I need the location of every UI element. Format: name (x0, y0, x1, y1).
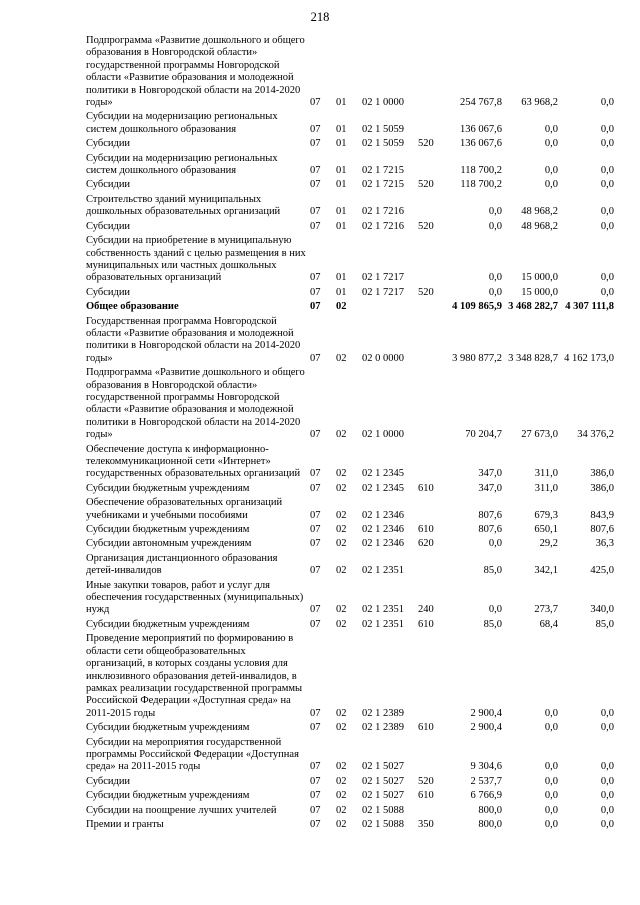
table-row (86, 720, 614, 734)
row-value-2: 0,0 (544, 761, 558, 773)
row-section-code: 07 (310, 524, 321, 536)
row-value-1: 0,0 (488, 206, 502, 218)
row-value-3: 0,0 (600, 97, 614, 109)
row-value-2: 27 673,0 (521, 429, 558, 441)
row-section-code: 07 (310, 468, 321, 480)
row-value-3: 0,0 (600, 775, 614, 787)
row-value-1: 0,0 (488, 538, 502, 550)
table-row (86, 817, 614, 831)
row-value-3: 386,0 (590, 482, 614, 494)
row-name: Субсидии на модернизацию региональных систем дошкольного образования (86, 111, 278, 135)
row-value-3: 0,0 (600, 272, 614, 284)
row-expense-type-code (418, 631, 446, 720)
table-row (86, 774, 614, 788)
row-target-article-code: 02 1 2345 (362, 482, 404, 494)
row-value-3: 340,0 (590, 604, 614, 616)
row-value-3: 386,0 (590, 468, 614, 480)
row-value-2: 0,0 (544, 818, 558, 830)
row-value-3: 0,0 (600, 790, 614, 802)
row-value-1: 6 766,9 (470, 790, 502, 802)
row-value-2: 48 968,2 (521, 206, 558, 218)
row-value-2: 68,4 (539, 618, 558, 630)
row-value-2: 0,0 (544, 775, 558, 787)
row-name: Субсидии (86, 138, 131, 150)
row-section-code: 07 (310, 482, 321, 494)
table-row (86, 631, 614, 720)
table-row (86, 192, 614, 219)
row-subsection-code: 01 (336, 165, 347, 177)
row-name: Проведение мероприятий по формированию в области сети общеобразовательных организаций, в которых созданы условия для инклюзивного образования детей-инвалидов, в рамках реализации государственной программы Российской Федерации «Доступная среда» на 2011-2015 годы (86, 633, 303, 719)
row-subsection-code: 02 (336, 618, 347, 630)
row-target-article-code: 02 1 2346 (362, 509, 404, 521)
row-subsection-code: 02 (336, 722, 347, 734)
row-value-2: 650,1 (534, 524, 558, 536)
row-value-2: 3 468 282,7 (508, 301, 558, 313)
row-section-code: 07 (310, 429, 321, 441)
row-subsection-code: 02 (336, 509, 347, 521)
row-section-code: 07 (310, 352, 321, 364)
row-value-3: 0,0 (600, 707, 614, 719)
table-row (86, 33, 614, 109)
row-value-2: 0,0 (544, 790, 558, 802)
row-value-2: 273,7 (534, 604, 558, 616)
row-name: Субсидии (86, 220, 131, 232)
row-value-1: 807,6 (478, 524, 502, 536)
row-section-code: 07 (310, 123, 321, 135)
row-subsection-code: 02 (336, 352, 347, 364)
row-target-article-code: 02 1 5027 (362, 775, 404, 787)
row-value-2: 15 000,0 (521, 286, 558, 298)
table-row (86, 442, 614, 481)
row-name: Подпрограмма «Развитие дошкольного и общего образования в Новгородской области» государственной программы Новгородской области «Развитие образования и молодежной политики в Новгородской области на 2014-2020 годы» (86, 35, 305, 109)
row-expense-type-code: 240 (418, 604, 434, 616)
row-name: Подпрограмма «Развитие дошкольного и общего образования в Новгородской области» государственной программы Новгородской области «Развитие образования и молодежной политики в Новгородской области на 2014-2020 годы» (86, 367, 305, 441)
row-value-3: 0,0 (600, 804, 614, 816)
row-value-3: 0,0 (600, 220, 614, 232)
row-name: Государственная программа Новгородской области «Развитие образования и молодежной политики в Новгородской области на 2014-2020 годы» (86, 315, 301, 364)
table-row (86, 177, 614, 191)
row-target-article-code: 02 1 7215 (362, 179, 404, 191)
row-expense-type-code (418, 233, 446, 285)
table-row (86, 151, 614, 178)
row-subsection-code: 02 (336, 761, 347, 773)
row-target-article-code: 02 1 7215 (362, 165, 404, 177)
table-row (86, 522, 614, 536)
row-value-3: 0,0 (600, 138, 614, 150)
row-expense-type-code (418, 442, 446, 481)
row-subsection-code: 02 (336, 482, 347, 494)
row-expense-type-code (418, 803, 446, 817)
row-expense-type-code: 610 (418, 482, 434, 494)
row-target-article-code (362, 299, 418, 313)
table-row (86, 617, 614, 631)
row-name: Субсидии бюджетным учреждениям (86, 722, 250, 734)
row-value-1: 9 304,6 (470, 761, 502, 773)
row-value-3: 85,0 (595, 618, 614, 630)
row-target-article-code: 02 1 2346 (362, 538, 404, 550)
row-value-3: 0,0 (600, 722, 614, 734)
row-expense-type-code (418, 192, 446, 219)
row-expense-type-code (418, 151, 446, 178)
table-row (86, 578, 614, 617)
row-section-code: 07 (310, 97, 321, 109)
row-value-1: 2 900,4 (470, 722, 502, 734)
table-row (86, 219, 614, 233)
row-value-1: 0,0 (488, 272, 502, 284)
row-expense-type-code: 350 (418, 818, 434, 830)
row-value-3: 0,0 (600, 761, 614, 773)
table-row (86, 536, 614, 550)
row-value-3: 843,9 (590, 509, 614, 521)
row-expense-type-code: 520 (418, 775, 434, 787)
row-value-1: 3 980 877,2 (452, 352, 502, 364)
row-expense-type-code: 610 (418, 790, 434, 802)
row-value-3: 425,0 (590, 565, 614, 577)
row-name: Субсидии на поощрение лучших учителей (86, 804, 277, 816)
row-section-code: 07 (310, 604, 321, 616)
row-expense-type-code (418, 495, 446, 522)
row-subsection-code: 02 (336, 565, 347, 577)
row-section-code: 07 (310, 565, 321, 577)
row-subsection-code: 02 (336, 429, 347, 441)
table-row (86, 365, 614, 441)
row-name: Организация дистанционного образования детей-инвалидов (86, 552, 278, 577)
row-section-code: 07 (310, 707, 321, 719)
row-value-3: 34 376,2 (577, 429, 614, 441)
table-row (86, 314, 614, 366)
row-value-1: 70 204,7 (465, 429, 502, 441)
row-section-code: 07 (310, 761, 321, 773)
row-name: Иные закупки товаров, работ и услуг для обеспечения государственных (муниципальных) нужд (86, 579, 304, 616)
row-target-article-code: 02 0 0000 (362, 352, 404, 364)
row-name: Субсидии на мероприятия государственной программы Российской Федерации «Доступная среда» на 2011-2015 годы (86, 736, 299, 773)
row-name: Премии и гранты (86, 818, 164, 830)
row-section-code: 07 (310, 775, 321, 787)
row-value-1: 800,0 (478, 818, 502, 830)
row-subsection-code: 02 (336, 524, 347, 536)
row-value-2: 0,0 (544, 123, 558, 135)
row-section-code: 07 (310, 722, 321, 734)
row-expense-type-code: 520 (418, 179, 434, 191)
row-value-3: 0,0 (600, 818, 614, 830)
row-value-3: 0,0 (600, 206, 614, 218)
row-value-3: 0,0 (600, 123, 614, 135)
row-name: Субсидии бюджетным учреждениям (86, 482, 250, 494)
row-value-3: 4 162 173,0 (564, 352, 614, 364)
row-name: Обеспечение доступа к информационно-телекоммуникационной сети «Интернет» государственных образовательных организаций (86, 443, 301, 480)
row-expense-type-code (418, 365, 446, 441)
row-subsection-code: 01 (336, 97, 347, 109)
page-number: 218 (310, 10, 330, 24)
row-section-code: 07 (310, 790, 321, 802)
row-subsection-code: 01 (336, 206, 347, 218)
row-value-2: 311,0 (534, 468, 558, 480)
row-target-article-code: 02 1 7216 (362, 206, 404, 218)
row-section-code: 07 (310, 220, 321, 232)
row-name: Субсидии (86, 286, 131, 298)
row-value-3: 0,0 (600, 286, 614, 298)
row-expense-type-code: 520 (418, 220, 434, 232)
row-value-2: 63 968,2 (521, 97, 558, 109)
table-row (86, 109, 614, 136)
table-row (86, 551, 614, 578)
row-value-1: 347,0 (478, 482, 502, 494)
row-section-code: 07 (310, 301, 321, 313)
row-expense-type-code (418, 33, 446, 109)
row-expense-type-code: 620 (418, 538, 434, 550)
row-target-article-code: 02 1 2346 (362, 524, 404, 536)
row-section-code: 07 (310, 818, 321, 830)
row-value-2: 0,0 (544, 165, 558, 177)
row-value-3: 4 307 111,8 (565, 301, 614, 313)
row-subsection-code: 02 (336, 775, 347, 787)
row-value-3: 36,3 (595, 538, 614, 550)
row-name: Субсидии (86, 179, 131, 191)
table-body (86, 33, 614, 831)
row-value-1: 807,6 (478, 509, 502, 521)
row-target-article-code: 02 1 5088 (362, 818, 404, 830)
row-value-2: 0,0 (544, 804, 558, 816)
row-subsection-code: 02 (336, 790, 347, 802)
row-section-code: 07 (310, 286, 321, 298)
row-value-2: 0,0 (544, 722, 558, 734)
row-target-article-code: 02 1 5027 (362, 761, 404, 773)
row-value-2: 311,0 (534, 482, 558, 494)
row-section-code: 07 (310, 272, 321, 284)
row-name: Субсидии автономным учреждениям (86, 538, 252, 550)
row-value-2: 342,1 (534, 565, 558, 577)
row-value-1: 0,0 (488, 604, 502, 616)
row-subsection-code: 01 (336, 220, 347, 232)
row-value-1: 0,0 (488, 286, 502, 298)
row-expense-type-code: 610 (418, 524, 434, 536)
row-name: Субсидии бюджетным учреждениям (86, 524, 250, 536)
row-name: Субсидии на приобретение в муниципальную собственность зданий с целью размещения в них муниципальных или частных дошкольных образовательных организаций (86, 235, 306, 284)
row-value-1: 0,0 (488, 220, 502, 232)
table-row (86, 735, 614, 774)
row-value-1: 118 700,2 (460, 165, 502, 177)
budget-table (86, 33, 614, 831)
row-value-2: 0,0 (544, 138, 558, 150)
table-row (86, 233, 614, 285)
row-value-1: 136 067,6 (460, 123, 502, 135)
row-expense-type-code: 610 (418, 722, 434, 734)
row-expense-type-code: 610 (418, 618, 434, 630)
row-target-article-code: 02 1 5059 (362, 138, 404, 150)
table-row (86, 299, 614, 313)
row-value-2: 679,3 (534, 509, 558, 521)
row-name: Субсидии (86, 775, 131, 787)
row-name: Строительство зданий муниципальных дошкольных образовательных организаций (86, 193, 281, 218)
row-expense-type-code (418, 314, 446, 366)
row-target-article-code: 02 1 2345 (362, 468, 404, 480)
row-value-1: 118 700,2 (460, 179, 502, 191)
row-value-1: 254 767,8 (460, 97, 502, 109)
row-section-code: 07 (310, 138, 321, 150)
row-value-1: 85,0 (483, 565, 502, 577)
row-expense-type-code (418, 109, 446, 136)
row-target-article-code: 02 1 0000 (362, 429, 404, 441)
row-value-3: 0,0 (600, 179, 614, 191)
table-row (86, 788, 614, 802)
row-target-article-code: 02 1 2389 (362, 722, 404, 734)
row-subsection-code: 01 (336, 179, 347, 191)
row-value-1: 4 109 865,9 (452, 301, 502, 313)
row-value-3: 0,0 (600, 165, 614, 177)
row-value-3: 807,6 (590, 524, 614, 536)
row-subsection-code: 02 (336, 818, 347, 830)
row-subsection-code: 01 (336, 123, 347, 135)
row-value-2: 0,0 (544, 707, 558, 719)
row-target-article-code: 02 1 2351 (362, 604, 404, 616)
table-row (86, 285, 614, 299)
row-name: Субсидии на модернизацию региональных систем дошкольного образования (86, 152, 278, 177)
row-subsection-code: 01 (336, 272, 347, 284)
row-expense-type-code: 520 (418, 286, 434, 298)
row-target-article-code: 02 1 0000 (362, 97, 404, 109)
table-row (86, 136, 614, 150)
row-target-article-code: 02 1 7217 (362, 286, 404, 298)
row-target-article-code: 02 1 7217 (362, 272, 404, 284)
row-expense-type-code: 520 (418, 138, 434, 150)
row-section-code: 07 (310, 538, 321, 550)
row-target-article-code: 02 1 5088 (362, 804, 404, 816)
row-value-1: 136 067,6 (460, 138, 502, 150)
row-target-article-code: 02 1 7216 (362, 220, 404, 232)
table-row (86, 481, 614, 495)
row-value-2: 3 348 828,7 (508, 352, 558, 364)
row-expense-type-code (418, 735, 446, 774)
row-value-1: 800,0 (478, 804, 502, 816)
row-subsection-code: 02 (336, 804, 347, 816)
row-subsection-code: 01 (336, 138, 347, 150)
row-value-1: 347,0 (478, 468, 502, 480)
row-target-article-code: 02 1 2351 (362, 618, 404, 630)
row-section-code: 07 (310, 179, 321, 191)
row-name: Общее образование (86, 301, 179, 313)
row-target-article-code: 02 1 2389 (362, 707, 404, 719)
row-subsection-code: 02 (336, 707, 347, 719)
table-row (86, 803, 614, 817)
table-row (86, 495, 614, 522)
row-target-article-code: 02 1 5027 (362, 790, 404, 802)
row-value-1: 2 537,7 (470, 775, 502, 787)
row-value-2: 48 968,2 (521, 220, 558, 232)
row-section-code: 07 (310, 618, 321, 630)
row-value-1: 85,0 (483, 618, 502, 630)
row-expense-type-code (418, 299, 446, 313)
row-target-article-code: 02 1 5059 (362, 123, 404, 135)
row-subsection-code: 02 (336, 604, 347, 616)
row-section-code: 07 (310, 165, 321, 177)
row-section-code: 07 (310, 804, 321, 816)
row-value-2: 0,0 (544, 179, 558, 191)
row-subsection-code: 01 (336, 286, 347, 298)
row-value-1: 2 900,4 (470, 707, 502, 719)
row-subsection-code: 02 (336, 468, 347, 480)
row-section-code: 07 (310, 206, 321, 218)
row-name: Субсидии бюджетным учреждениям (86, 618, 250, 630)
row-name: Обеспечение образовательных организаций учебниками и учебными пособиями (86, 497, 283, 521)
row-value-2: 15 000,0 (521, 272, 558, 284)
row-expense-type-code (418, 551, 446, 578)
row-value-2: 29,2 (539, 538, 558, 550)
row-subsection-code: 02 (336, 301, 347, 313)
row-subsection-code: 02 (336, 538, 347, 550)
row-section-code: 07 (310, 509, 321, 521)
row-target-article-code: 02 1 2351 (362, 565, 404, 577)
row-name: Субсидии бюджетным учреждениям (86, 790, 250, 802)
